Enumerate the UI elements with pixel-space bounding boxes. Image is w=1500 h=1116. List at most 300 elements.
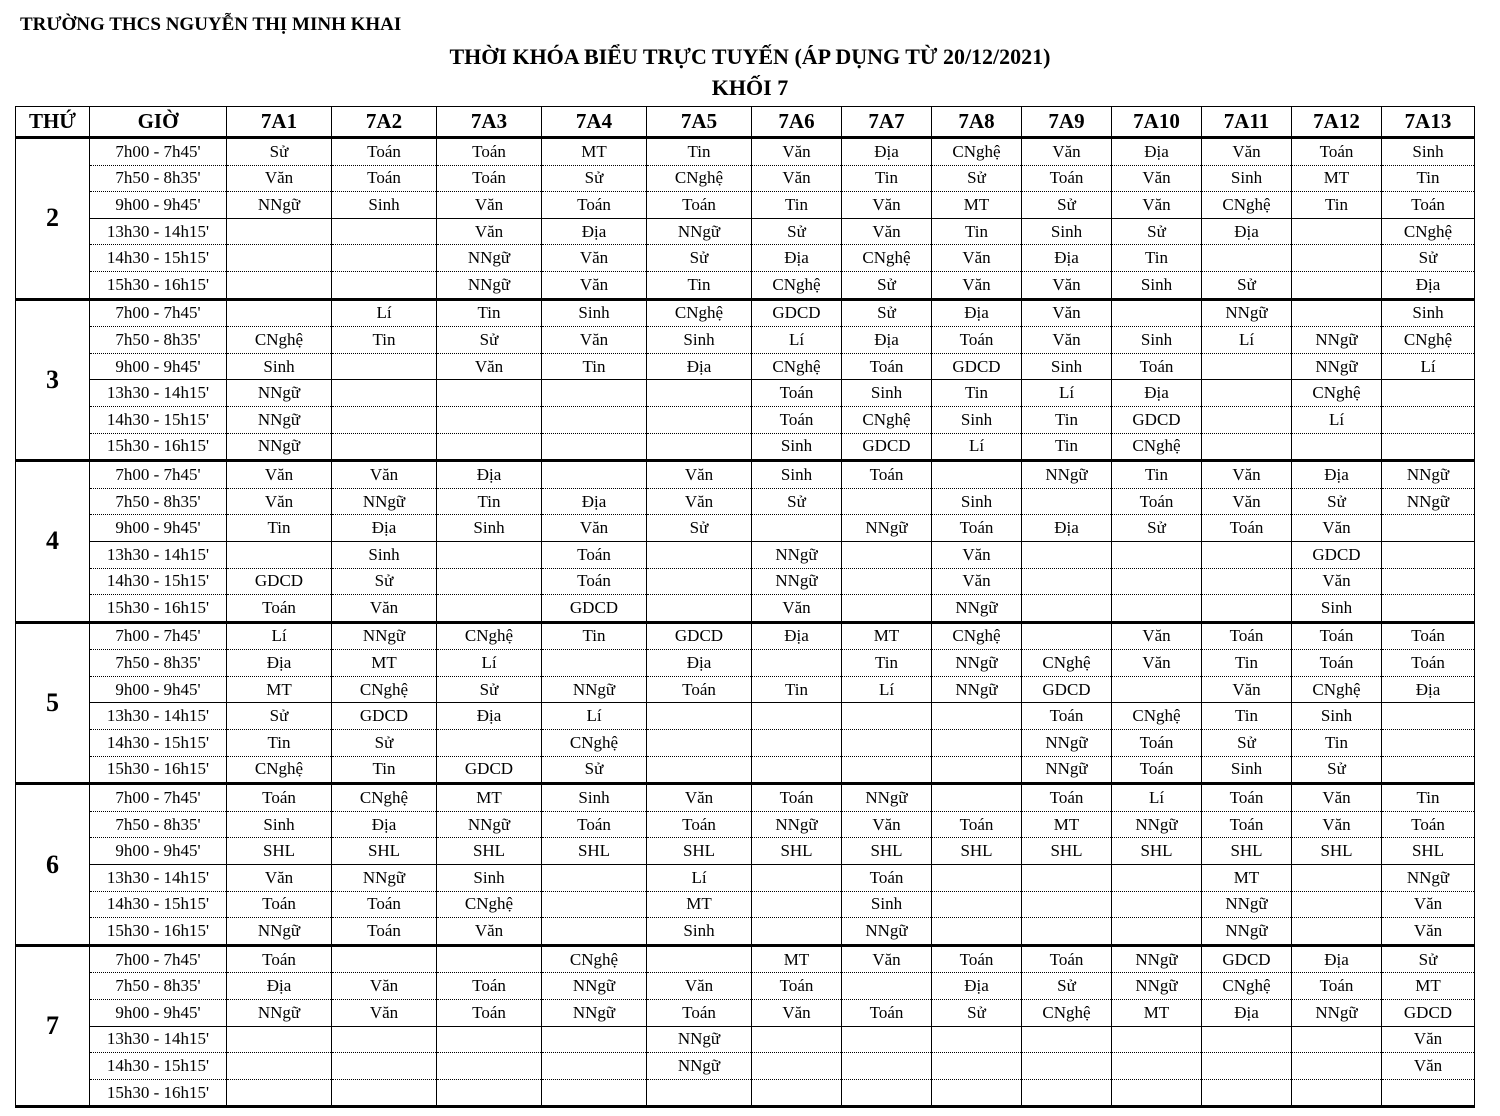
subject-cell: NNgữ bbox=[842, 784, 932, 812]
subject-cell: Văn bbox=[1022, 327, 1112, 354]
subject-cell: Sử bbox=[752, 488, 842, 515]
subject-cell bbox=[1022, 488, 1112, 515]
subject-cell: Địa bbox=[752, 622, 842, 650]
subject-cell: Địa bbox=[752, 245, 842, 272]
subject-cell: CNghệ bbox=[332, 784, 437, 812]
subject-cell: Sinh bbox=[542, 299, 647, 327]
table-row bbox=[16, 595, 1475, 623]
subject-cell: Tin bbox=[1382, 784, 1475, 812]
table-row bbox=[16, 461, 1475, 489]
subject-cell bbox=[1112, 918, 1202, 946]
subject-cell: NNgữ bbox=[227, 380, 332, 407]
table-row bbox=[16, 865, 1475, 892]
subject-cell bbox=[542, 406, 647, 433]
subject-cell: Văn bbox=[647, 488, 752, 515]
subject-cell: Toán bbox=[1202, 811, 1292, 838]
subject-cell: Văn bbox=[542, 515, 647, 542]
subject-cell: CNghệ bbox=[332, 676, 437, 703]
subject-cell bbox=[1382, 433, 1475, 461]
header-row bbox=[16, 107, 1475, 138]
subject-cell bbox=[932, 461, 1022, 489]
subject-cell bbox=[437, 541, 542, 568]
subject-cell: Địa bbox=[1382, 271, 1475, 299]
table-row bbox=[16, 327, 1475, 354]
subject-cell: Lí bbox=[227, 622, 332, 650]
subject-cell bbox=[1292, 1026, 1382, 1053]
subject-cell: Sinh bbox=[1292, 595, 1382, 623]
subject-cell: MT bbox=[752, 945, 842, 973]
subject-cell: CNghệ bbox=[647, 165, 752, 192]
subject-cell bbox=[332, 245, 437, 272]
page-title: THỜI KHÓA BIỂU TRỰC TUYẾN (ÁP DỤNG TỪ 20/12/2021) bbox=[449, 44, 1051, 69]
subject-cell: Văn bbox=[1382, 1026, 1475, 1053]
subject-cell: CNghệ bbox=[752, 353, 842, 380]
subject-cell: Địa bbox=[932, 299, 1022, 327]
table-row bbox=[16, 380, 1475, 407]
subject-cell: SHL bbox=[227, 838, 332, 865]
class-header: 7A7 bbox=[842, 107, 932, 138]
subject-cell: Tin bbox=[842, 165, 932, 192]
subject-cell: Toán bbox=[1112, 756, 1202, 784]
subject-cell bbox=[332, 1026, 437, 1053]
subject-cell: Sinh bbox=[1112, 271, 1202, 299]
subject-cell: Văn bbox=[842, 218, 932, 245]
subject-cell: NNgữ bbox=[647, 1053, 752, 1080]
subject-cell: Sinh bbox=[542, 784, 647, 812]
subject-cell: Sử bbox=[542, 756, 647, 784]
subject-cell: NNgữ bbox=[842, 918, 932, 946]
subject-cell bbox=[752, 515, 842, 542]
class-header: 7A10 bbox=[1112, 107, 1202, 138]
subject-cell: CNghệ bbox=[1112, 703, 1202, 730]
subject-cell bbox=[1292, 433, 1382, 461]
subject-cell bbox=[227, 299, 332, 327]
table-row bbox=[16, 165, 1475, 192]
subject-cell bbox=[1202, 568, 1292, 595]
subject-cell: SHL bbox=[1022, 838, 1112, 865]
subject-cell: Tin bbox=[1202, 703, 1292, 730]
subject-cell: Sinh bbox=[1292, 703, 1382, 730]
subject-cell bbox=[1292, 1053, 1382, 1080]
table-row bbox=[16, 271, 1475, 299]
subject-cell bbox=[1292, 245, 1382, 272]
class-header: 7A4 bbox=[542, 107, 647, 138]
subject-cell: Toán bbox=[752, 406, 842, 433]
period-time: 7h50 - 8h35' bbox=[90, 811, 227, 838]
subject-cell bbox=[437, 1026, 542, 1053]
subject-cell: Toán bbox=[647, 192, 752, 219]
subject-cell: Toán bbox=[227, 945, 332, 973]
subject-cell: SHL bbox=[752, 838, 842, 865]
subject-cell: Toán bbox=[1292, 622, 1382, 650]
subject-cell bbox=[647, 380, 752, 407]
subject-cell: Văn bbox=[437, 353, 542, 380]
subject-cell: Toán bbox=[1292, 650, 1382, 677]
subject-cell: Văn bbox=[842, 192, 932, 219]
subject-cell bbox=[647, 406, 752, 433]
subject-cell: Tin bbox=[932, 380, 1022, 407]
subject-cell: SHL bbox=[437, 838, 542, 865]
grade-title: KHỐI 7 bbox=[711, 75, 789, 100]
subject-cell: Toán bbox=[1292, 138, 1382, 166]
subject-cell: MT bbox=[1022, 811, 1112, 838]
subject-cell: Sinh bbox=[842, 380, 932, 407]
subject-cell: GDCD bbox=[842, 433, 932, 461]
subject-cell: Địa bbox=[437, 461, 542, 489]
subject-cell bbox=[752, 918, 842, 946]
subject-cell bbox=[227, 218, 332, 245]
subject-cell bbox=[842, 730, 932, 757]
subject-cell: Văn bbox=[647, 461, 752, 489]
subject-cell: Tin bbox=[752, 676, 842, 703]
class-header: 7A5 bbox=[647, 107, 752, 138]
subject-cell: Toán bbox=[437, 165, 542, 192]
subject-cell: Toán bbox=[932, 515, 1022, 542]
subject-cell: CNghệ bbox=[1292, 676, 1382, 703]
subject-cell: SHL bbox=[332, 838, 437, 865]
subject-cell: Văn bbox=[227, 461, 332, 489]
subject-cell bbox=[1202, 595, 1292, 623]
subject-cell: NNgữ bbox=[932, 595, 1022, 623]
subject-cell bbox=[932, 918, 1022, 946]
period-time: 14h30 - 15h15' bbox=[90, 245, 227, 272]
subject-cell bbox=[1382, 730, 1475, 757]
subject-cell: CNghệ bbox=[932, 138, 1022, 166]
subject-cell: Tin bbox=[332, 756, 437, 784]
subject-cell bbox=[752, 891, 842, 918]
subject-cell bbox=[932, 865, 1022, 892]
subject-cell bbox=[332, 945, 437, 973]
subject-cell: Toán bbox=[1022, 945, 1112, 973]
class-header: 7A13 bbox=[1382, 107, 1475, 138]
subject-cell bbox=[332, 1053, 437, 1080]
subject-cell: Sử bbox=[752, 218, 842, 245]
subject-cell: Toán bbox=[227, 784, 332, 812]
subject-cell: Lí bbox=[542, 703, 647, 730]
subject-cell: Lí bbox=[842, 676, 932, 703]
subject-cell: Sử bbox=[1112, 515, 1202, 542]
subject-cell: Sử bbox=[932, 165, 1022, 192]
table-row bbox=[16, 811, 1475, 838]
school-name: TRƯỜNG THCS NGUYỄN THỊ MINH KHAI bbox=[20, 14, 402, 35]
subject-cell: Tin bbox=[647, 138, 752, 166]
subject-cell bbox=[437, 595, 542, 623]
subject-cell: NNgữ bbox=[227, 192, 332, 219]
subject-cell bbox=[932, 1053, 1022, 1080]
subject-cell: Sử bbox=[932, 1000, 1022, 1027]
subject-cell: Tin bbox=[437, 299, 542, 327]
subject-cell bbox=[1292, 918, 1382, 946]
subject-cell: Văn bbox=[752, 138, 842, 166]
subject-cell bbox=[752, 730, 842, 757]
subject-cell: Địa bbox=[647, 353, 752, 380]
subject-cell: NNgữ bbox=[1112, 811, 1202, 838]
subject-cell bbox=[647, 1079, 752, 1107]
subject-cell bbox=[1112, 299, 1202, 327]
period-time: 15h30 - 16h15' bbox=[90, 1079, 227, 1107]
subject-cell bbox=[842, 1079, 932, 1107]
subject-cell: Toán bbox=[647, 1000, 752, 1027]
subject-cell: Văn bbox=[332, 973, 437, 1000]
subject-cell bbox=[752, 756, 842, 784]
class-header: 7A2 bbox=[332, 107, 437, 138]
subject-cell bbox=[332, 271, 437, 299]
subject-cell: SHL bbox=[1292, 838, 1382, 865]
subject-cell: Sinh bbox=[752, 433, 842, 461]
subject-cell: Văn bbox=[332, 1000, 437, 1027]
subject-cell: Lí bbox=[1202, 327, 1292, 354]
subject-cell: Văn bbox=[932, 271, 1022, 299]
table-row bbox=[16, 1026, 1475, 1053]
period-time: 9h00 - 9h45' bbox=[90, 192, 227, 219]
subject-cell: NNgữ bbox=[1292, 1000, 1382, 1027]
table-row bbox=[16, 1000, 1475, 1027]
subject-cell bbox=[332, 380, 437, 407]
subject-cell: Văn bbox=[1022, 299, 1112, 327]
subject-cell: NNgữ bbox=[542, 676, 647, 703]
subject-cell: NNgữ bbox=[752, 568, 842, 595]
subject-cell: Sinh bbox=[647, 918, 752, 946]
subject-cell bbox=[1112, 865, 1202, 892]
table-row bbox=[16, 1053, 1475, 1080]
period-time: 7h00 - 7h45' bbox=[90, 945, 227, 973]
subject-cell: GDCD bbox=[1022, 676, 1112, 703]
subject-cell: NNgữ bbox=[332, 865, 437, 892]
subject-cell bbox=[752, 703, 842, 730]
subject-cell bbox=[332, 1079, 437, 1107]
table-row bbox=[16, 1079, 1475, 1107]
table-row bbox=[16, 353, 1475, 380]
subject-cell bbox=[227, 1026, 332, 1053]
subject-cell bbox=[932, 703, 1022, 730]
subject-cell: Địa bbox=[1022, 245, 1112, 272]
subject-cell: Lí bbox=[1292, 406, 1382, 433]
period-time: 9h00 - 9h45' bbox=[90, 838, 227, 865]
subject-cell: Văn bbox=[542, 327, 647, 354]
subject-cell bbox=[1112, 595, 1202, 623]
period-time: 7h00 - 7h45' bbox=[90, 299, 227, 327]
subject-cell: Sinh bbox=[1202, 756, 1292, 784]
subject-cell: NNgữ bbox=[437, 245, 542, 272]
subject-cell: Toán bbox=[542, 811, 647, 838]
subject-cell: Văn bbox=[752, 165, 842, 192]
subject-cell bbox=[1202, 353, 1292, 380]
subject-cell: Toán bbox=[1382, 192, 1475, 219]
subject-cell: Văn bbox=[1292, 784, 1382, 812]
subject-cell: Địa bbox=[842, 138, 932, 166]
table-row bbox=[16, 676, 1475, 703]
subject-cell: Sinh bbox=[227, 811, 332, 838]
subject-cell bbox=[842, 973, 932, 1000]
subject-cell: CNghệ bbox=[647, 299, 752, 327]
timetable bbox=[15, 106, 1475, 1108]
subject-cell bbox=[647, 703, 752, 730]
table-row bbox=[16, 406, 1475, 433]
subject-cell: CNghệ bbox=[1202, 192, 1292, 219]
subject-cell: Sinh bbox=[752, 461, 842, 489]
subject-cell: NNgữ bbox=[1202, 891, 1292, 918]
subject-cell: Sử bbox=[1292, 488, 1382, 515]
subject-cell: Tin bbox=[1022, 406, 1112, 433]
class-header: 7A1 bbox=[227, 107, 332, 138]
subject-cell: Địa bbox=[842, 327, 932, 354]
subject-cell bbox=[1022, 622, 1112, 650]
subject-cell: Văn bbox=[1382, 1053, 1475, 1080]
subject-cell: Sử bbox=[647, 245, 752, 272]
period-time: 14h30 - 15h15' bbox=[90, 1053, 227, 1080]
day-label: 7 bbox=[16, 945, 90, 1107]
subject-cell: Sử bbox=[437, 676, 542, 703]
subject-cell: Sinh bbox=[1022, 218, 1112, 245]
table-row bbox=[16, 245, 1475, 272]
subject-cell: Toán bbox=[1112, 488, 1202, 515]
subject-cell: CNghệ bbox=[227, 756, 332, 784]
table-row bbox=[16, 703, 1475, 730]
subject-cell: GDCD bbox=[1292, 541, 1382, 568]
subject-cell bbox=[437, 568, 542, 595]
subject-cell: Toán bbox=[542, 192, 647, 219]
subject-cell bbox=[1292, 891, 1382, 918]
subject-cell: Toán bbox=[437, 1000, 542, 1027]
subject-cell bbox=[1382, 703, 1475, 730]
subject-cell bbox=[437, 1079, 542, 1107]
subject-cell: Sử bbox=[1292, 756, 1382, 784]
day-label: 5 bbox=[16, 622, 90, 784]
subject-cell: Văn bbox=[437, 918, 542, 946]
subject-cell: Văn bbox=[932, 245, 1022, 272]
subject-cell bbox=[1202, 406, 1292, 433]
subject-cell bbox=[542, 461, 647, 489]
subject-cell bbox=[932, 1079, 1022, 1107]
subject-cell: Văn bbox=[752, 595, 842, 623]
subject-cell: Toán bbox=[842, 353, 932, 380]
subject-cell: NNgữ bbox=[227, 406, 332, 433]
period-time: 13h30 - 14h15' bbox=[90, 380, 227, 407]
subject-cell: Toán bbox=[842, 865, 932, 892]
subject-cell: Địa bbox=[1112, 380, 1202, 407]
subject-cell bbox=[842, 703, 932, 730]
subject-cell bbox=[932, 1026, 1022, 1053]
subject-cell bbox=[1022, 1079, 1112, 1107]
subject-cell bbox=[1112, 1053, 1202, 1080]
subject-cell bbox=[842, 541, 932, 568]
subject-cell: Tin bbox=[332, 327, 437, 354]
subject-cell: Sinh bbox=[932, 488, 1022, 515]
subject-cell: Toán bbox=[752, 784, 842, 812]
subject-cell: Địa bbox=[1292, 945, 1382, 973]
subject-cell bbox=[647, 568, 752, 595]
subject-cell bbox=[752, 1053, 842, 1080]
subject-cell: MT bbox=[227, 676, 332, 703]
subject-cell: Văn bbox=[1112, 192, 1202, 219]
subject-cell: Địa bbox=[1382, 676, 1475, 703]
subject-cell: Sinh bbox=[1382, 299, 1475, 327]
subject-cell: Sử bbox=[1382, 945, 1475, 973]
subject-cell: NNgữ bbox=[542, 1000, 647, 1027]
table-row bbox=[16, 192, 1475, 219]
subject-cell: Sử bbox=[842, 271, 932, 299]
subject-cell bbox=[1202, 433, 1292, 461]
subject-cell: Văn bbox=[1022, 271, 1112, 299]
period-time: 7h50 - 8h35' bbox=[90, 327, 227, 354]
subject-cell: GDCD bbox=[647, 622, 752, 650]
subject-cell: Tin bbox=[227, 730, 332, 757]
subject-cell: Địa bbox=[437, 703, 542, 730]
subject-cell: NNgữ bbox=[437, 271, 542, 299]
subject-cell: Tin bbox=[1112, 461, 1202, 489]
subject-cell: Toán bbox=[332, 138, 437, 166]
table-row bbox=[16, 138, 1475, 166]
period-time: 7h50 - 8h35' bbox=[90, 488, 227, 515]
subject-cell: Địa bbox=[542, 218, 647, 245]
subject-cell: Văn bbox=[752, 1000, 842, 1027]
subject-cell: Văn bbox=[437, 218, 542, 245]
subject-cell: Văn bbox=[1382, 918, 1475, 946]
subject-cell: Sinh bbox=[1202, 165, 1292, 192]
subject-cell bbox=[1382, 515, 1475, 542]
table-row bbox=[16, 622, 1475, 650]
table-row bbox=[16, 541, 1475, 568]
subject-cell bbox=[227, 271, 332, 299]
table-row bbox=[16, 838, 1475, 865]
subject-cell bbox=[1022, 568, 1112, 595]
day-label: 2 bbox=[16, 138, 90, 300]
subject-cell: Văn bbox=[1202, 676, 1292, 703]
subject-cell: Sinh bbox=[1022, 353, 1112, 380]
subject-cell: Toán bbox=[932, 811, 1022, 838]
subject-cell: Địa bbox=[1112, 138, 1202, 166]
subject-cell bbox=[437, 945, 542, 973]
subject-cell: Toán bbox=[1112, 730, 1202, 757]
subject-cell: Toán bbox=[1112, 353, 1202, 380]
subject-cell: CNghệ bbox=[842, 406, 932, 433]
table-row bbox=[16, 568, 1475, 595]
subject-cell: Văn bbox=[1292, 811, 1382, 838]
period-time: 13h30 - 14h15' bbox=[90, 218, 227, 245]
period-time: 7h50 - 8h35' bbox=[90, 973, 227, 1000]
subject-cell: Lí bbox=[932, 433, 1022, 461]
subject-cell: Sử bbox=[227, 138, 332, 166]
subject-cell: Địa bbox=[542, 488, 647, 515]
table-row bbox=[16, 515, 1475, 542]
period-time: 13h30 - 14h15' bbox=[90, 541, 227, 568]
table-row bbox=[16, 756, 1475, 784]
subject-cell bbox=[542, 650, 647, 677]
subject-cell: Văn bbox=[227, 165, 332, 192]
subject-cell: SHL bbox=[842, 838, 932, 865]
subject-cell: Văn bbox=[1112, 650, 1202, 677]
subject-cell: NNgữ bbox=[1112, 945, 1202, 973]
subject-cell: Lí bbox=[1112, 784, 1202, 812]
subject-cell: CNghệ bbox=[1382, 327, 1475, 354]
subject-cell bbox=[842, 1026, 932, 1053]
subject-cell bbox=[932, 730, 1022, 757]
subject-cell: NNgữ bbox=[1292, 353, 1382, 380]
day-label: 3 bbox=[16, 299, 90, 461]
subject-cell: MT bbox=[1202, 865, 1292, 892]
subject-cell: NNgữ bbox=[227, 433, 332, 461]
subject-cell bbox=[437, 433, 542, 461]
day-label: 4 bbox=[16, 461, 90, 623]
subject-cell: NNgữ bbox=[752, 541, 842, 568]
subject-cell: Sinh bbox=[1382, 138, 1475, 166]
subject-cell: Sử bbox=[1022, 192, 1112, 219]
subject-cell: CNghệ bbox=[437, 622, 542, 650]
subject-cell: Toán bbox=[332, 918, 437, 946]
subject-cell: Sử bbox=[1202, 271, 1292, 299]
subject-cell bbox=[1022, 1026, 1112, 1053]
table-row bbox=[16, 945, 1475, 973]
